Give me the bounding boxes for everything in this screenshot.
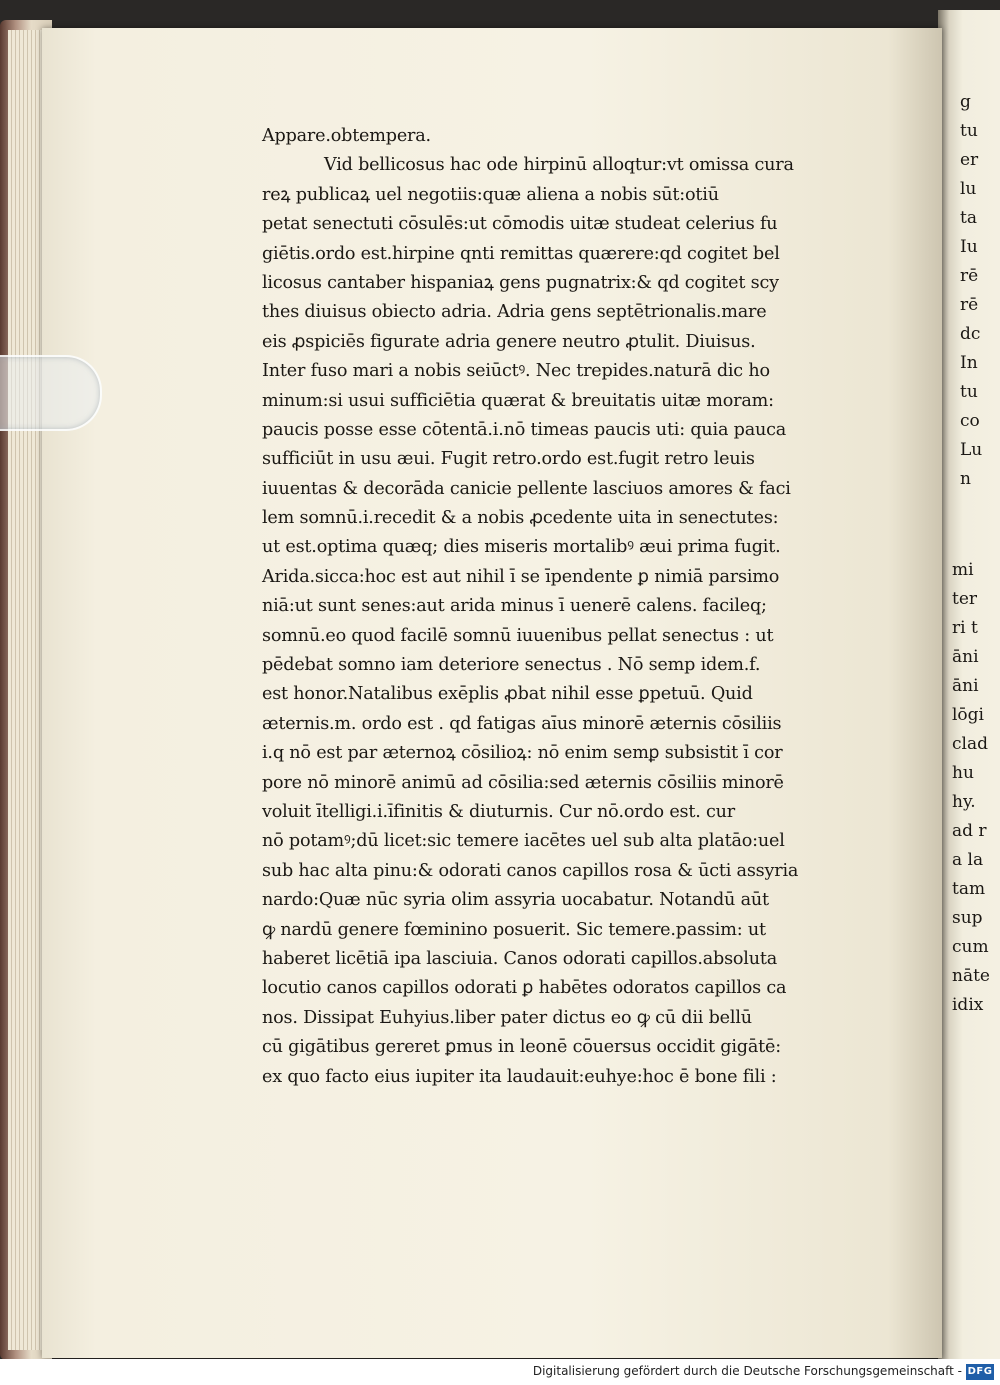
facing-page-fragment: clad xyxy=(952,734,988,754)
facing-page-fragment: ta xyxy=(960,208,977,228)
text-line: niā:ut sunt senes:aut arida minus ī uenerē calens. facileq; xyxy=(262,596,767,617)
text-line: nos. Dissipat Euhyius.liber pater dictus eo ꝙ cū dii bellū xyxy=(262,1007,752,1028)
text-line: ꝙ nardū genere fœminino posuerit. Sic temere.passim: ut xyxy=(262,919,766,940)
text-line: iuuentas & decorāda canicie pellente lasciuos amores & faci xyxy=(262,478,791,499)
text-line: æternis.m. ordo est . qd fatigas aīus minorē æternis cōsiliis xyxy=(262,713,782,734)
text-line: Appare.obtempera. xyxy=(262,126,431,146)
facing-page-fragment: n xyxy=(960,469,971,489)
text-line: licosus cantaber hispaniaꝝ gens pugnatrix:& qd cogitet scy xyxy=(262,272,779,293)
facing-page-fragment: Lu xyxy=(960,440,983,460)
text-line: locutio canos capillos odorati ꝑ habētes odoratos capillos ca xyxy=(262,978,787,999)
facing-page-fragment: ter xyxy=(952,589,978,609)
text-line: paucis posse esse cōtentā.i.nō timeas paucis uti: quia pauca xyxy=(262,419,787,440)
text-line: nardo:Quæ nūc syria olim assyria uocabatur. Notandū aūt xyxy=(262,890,769,911)
text-line: sub hac alta pinu:& odorati canos capillos rosa & ūcti assyria xyxy=(262,860,799,881)
text-line: minum:si usui sufficiētia quærat & breuitatis uitæ moram: xyxy=(262,390,774,411)
facing-page-fragment: rē xyxy=(960,295,979,315)
text-line: thes diuisus obiecto adria. Adria gens septētrionalis.mare xyxy=(262,302,767,323)
text-line: cū gigātibus gereret ꝑmus in leonē cōuersus occidit gigātē: xyxy=(262,1037,781,1058)
facing-page-fragment: tam xyxy=(952,879,986,899)
facing-page-fragment: āni xyxy=(952,676,979,696)
facing-page-fragment: ri t xyxy=(952,618,978,638)
page-clip xyxy=(0,355,102,431)
text-line: Vid bellicosus hac ode hirpinū alloqtur:vt omissa cura xyxy=(324,155,794,176)
facing-page-fragment: hy. xyxy=(952,792,976,812)
text-line: giētis.ordo est.hirpine qnti remittas quærere:qd cogitet bel xyxy=(262,243,780,264)
text-line: i.q nō est par æternoꝝ cōsilioꝝ: nō enim semꝑ subsistit ī cor xyxy=(262,743,783,764)
page-text xyxy=(262,122,847,1092)
facing-page-fragment: lōgi xyxy=(952,705,984,725)
text-line: est honor.Natalibus exēplis ꝓbat nihil esse ꝑpetuū. Quid xyxy=(262,684,753,705)
text-line: pore nō minorē animū ad cōsilia:sed æternis cōsiliis minorē xyxy=(262,772,784,793)
facing-page-fragment: a la xyxy=(952,850,984,870)
facing-page-fragment: lu xyxy=(960,179,977,199)
facing-page-fragment: idix xyxy=(952,995,984,1015)
facing-page-fragment: Iu xyxy=(960,237,978,257)
text-line: voluit ītelligi.i.īfinitis & diuturnis. Cur nō.ordo est. cur xyxy=(262,801,736,822)
facing-page-text-top xyxy=(960,88,1000,494)
footer-bar xyxy=(0,1359,1000,1385)
dfg-logo: DFG xyxy=(966,1364,994,1380)
footer-credit: Digitalisierung gefördert durch die Deutsche Forschungsgemeinschaft - xyxy=(532,1364,962,1378)
facing-page-fragment: tu xyxy=(960,121,978,141)
facing-page-fragment: mi xyxy=(952,560,974,580)
text-line: nō potamꝰ;dū licet:sic temere iacētes uel sub alta platāo:uel xyxy=(262,831,785,852)
facing-page-fragment: tu xyxy=(960,382,978,402)
text-line: reꝝ publicaꝝ uel negotiis:quæ aliena a nobis sūt:otiū xyxy=(262,184,719,205)
facing-page-fragment: rē xyxy=(960,266,979,286)
facing-page-fragment: er xyxy=(960,150,979,170)
text-line: Inter fuso mari a nobis seiūctꝰ. Nec trepides.naturā dic ho xyxy=(262,361,770,382)
text-line: sufficiūt in usu æui. Fugit retro.ordo est.fugit retro leuis xyxy=(262,449,755,470)
text-line: eis ꝓspiciēs figurate adria genere neutro ꝓtulit. Diuisus. xyxy=(262,331,756,352)
facing-page-fragment: hu xyxy=(952,763,974,783)
facing-page-fragment: In xyxy=(960,353,978,373)
text-line: ut est.optima quæq; dies miseris mortalibꝰ æui prima fugit. xyxy=(262,537,781,558)
text-line: Arida.sicca:hoc est aut nihil ī se īpendente ꝑ nimiā parsimo xyxy=(262,566,780,587)
text-line: pēdebat somno iam deteriore senectus . Nō semp idem.f. xyxy=(262,655,761,676)
facing-page-fragment: nāte xyxy=(952,966,990,986)
text-line: somnū.eo quod facilē somnū iuuenibus pellat senectus : ut xyxy=(262,625,774,646)
facing-page-text-bottom xyxy=(952,556,1000,1020)
facing-page-fragment: g xyxy=(960,92,971,112)
facing-page-fragment: dc xyxy=(960,324,981,344)
text-line: ex quo facto eius iupiter ita laudauit:euhye:hoc ē bone fili : xyxy=(262,1066,777,1087)
text-line: petat senectuti cōsulēs:ut cōmodis uitæ studeat celerius fu xyxy=(262,214,778,235)
text-line: lem somnū.i.recedit & a nobis ꝓcedente uita in senectutes: xyxy=(262,508,779,529)
facing-page-fragment: co xyxy=(960,411,980,431)
facing-page-fragment: sup xyxy=(952,908,983,928)
facing-page-fragment: āni xyxy=(952,647,979,667)
text-line: haberet licētiā ipa lasciuia. Canos odorati capillos.absoluta xyxy=(262,948,778,969)
facing-page-fragment: cum xyxy=(952,937,989,957)
facing-page-fragment: ad r xyxy=(952,821,987,841)
